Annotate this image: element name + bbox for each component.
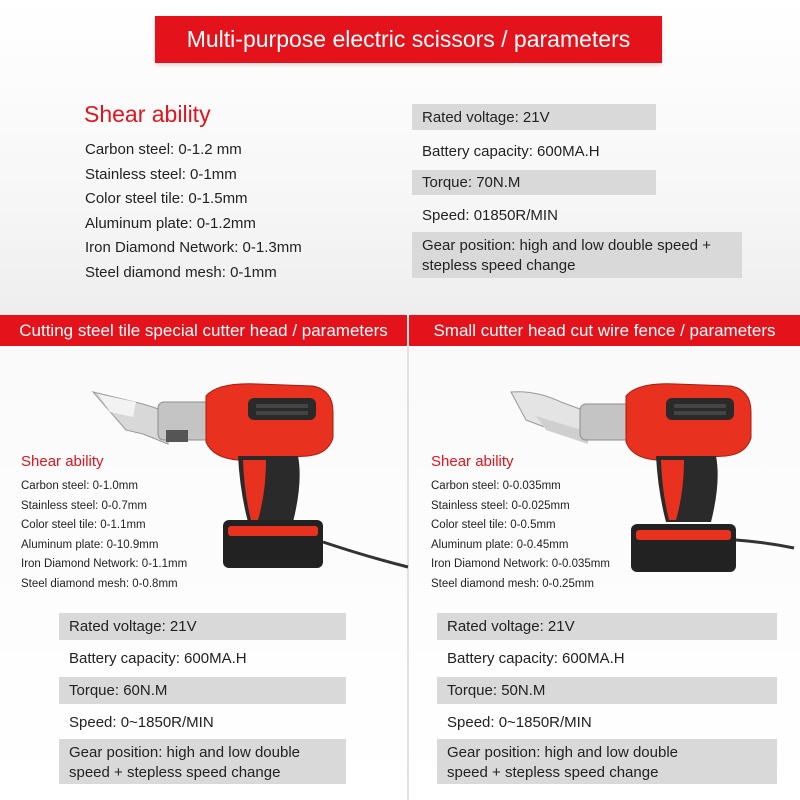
right-section-title: Small cutter head cut wire fence / parameters xyxy=(433,320,776,340)
page-title-banner xyxy=(155,16,662,63)
shear-ability-list xyxy=(85,141,302,289)
left-shear-list xyxy=(21,479,187,596)
shear-item: Stainless steel: 0-1mm xyxy=(85,165,237,183)
param-rated-voltage: Rated voltage: 21V xyxy=(412,104,656,130)
right-section-banner xyxy=(409,315,800,346)
left-param-torque: Torque: 60N.M xyxy=(59,677,346,704)
left-param-gear-position xyxy=(59,739,346,784)
left-shear-title: Shear ability xyxy=(21,453,104,470)
param-speed: Speed: 01850R/MIN xyxy=(422,206,558,224)
shear-item: Aluminum plate: 0-0.45mm xyxy=(431,538,569,551)
shear-item: Carbon steel: 0-1.0mm xyxy=(21,480,138,492)
left-param-rated-voltage: Rated voltage: 21V xyxy=(59,613,346,640)
right-param-gear-position xyxy=(437,739,777,784)
cutter-head xyxy=(580,404,632,440)
shear-item: Steel diamond mesh: 0-0.8mm xyxy=(21,577,178,590)
gear-line-1: Gear position: high and low double xyxy=(69,744,300,761)
shear-item: Color steel tile: 0-0.5mm xyxy=(431,519,556,531)
right-param-torque: Torque: 50N.M xyxy=(437,677,777,704)
shear-item: Color steel tile: 0-1.5mm xyxy=(85,190,248,208)
shear-item: Steel diamond mesh: 0-1mm xyxy=(85,263,277,281)
battery-stripe xyxy=(228,526,318,536)
tool-strap xyxy=(323,542,408,567)
param-torque: Torque: 70N.M xyxy=(412,170,656,195)
right-shear-list xyxy=(431,479,610,596)
right-param-speed: Speed: 0~1850R/MIN xyxy=(447,714,592,731)
left-param-battery-capacity: Battery capacity: 600MA.H xyxy=(69,650,247,667)
shear-item: Stainless steel: 0-0.7mm xyxy=(21,499,147,512)
shear-item: Aluminum plate: 0-10.9mm xyxy=(21,538,159,551)
tool-vent-panel xyxy=(666,398,734,420)
cutter-head-base xyxy=(166,430,188,442)
left-param-speed: Speed: 0~1850R/MIN xyxy=(69,714,214,731)
shear-item: Iron Diamond Network: 0-1.1mm xyxy=(21,558,188,570)
shear-item: Color steel tile: 0-1.1mm xyxy=(21,519,146,531)
gear-line-1: Gear position: high and low double xyxy=(447,744,678,761)
tool-body xyxy=(626,384,751,460)
shear-ability-title: Shear ability xyxy=(84,101,211,127)
tool-vent-panel xyxy=(248,398,316,420)
shear-item: Iron Diamond Network: 0-0.035mm xyxy=(431,558,610,570)
right-param-battery-capacity: Battery capacity: 600MA.H xyxy=(447,650,625,667)
shear-item: Iron Diamond Network: 0-1.3mm xyxy=(85,239,302,257)
right-param-rated-voltage: Rated voltage: 21V xyxy=(437,613,777,640)
param-gear-position xyxy=(412,232,742,278)
gear-line-1: Gear position: high and low double speed + xyxy=(422,237,711,254)
right-shear-title: Shear ability xyxy=(431,453,514,470)
left-section-title: Cutting steel tile special cutter head / parameters xyxy=(19,320,388,340)
left-section-banner xyxy=(0,315,407,346)
tool-strap xyxy=(736,540,794,548)
shear-item: Carbon steel: 0-1.2 mm xyxy=(85,141,242,158)
param-battery-capacity: Battery capacity: 600MA.H xyxy=(422,142,600,160)
battery-stripe xyxy=(636,530,731,540)
gear-line-2: speed + stepless speed change xyxy=(69,764,281,781)
shear-item: Stainless steel: 0-0.025mm xyxy=(431,499,570,512)
shear-item: Aluminum plate: 0-1.2mm xyxy=(85,214,256,232)
page-title: Multi-purpose electric scissors / parameters xyxy=(186,26,631,52)
tool-body xyxy=(206,384,333,460)
gear-line-2: speed + stepless speed change xyxy=(447,764,659,781)
shear-item: Carbon steel: 0-0.035mm xyxy=(431,480,561,492)
shear-item: Steel diamond mesh: 0-0.25mm xyxy=(431,577,594,590)
gear-line-2: stepless speed change xyxy=(422,257,576,274)
